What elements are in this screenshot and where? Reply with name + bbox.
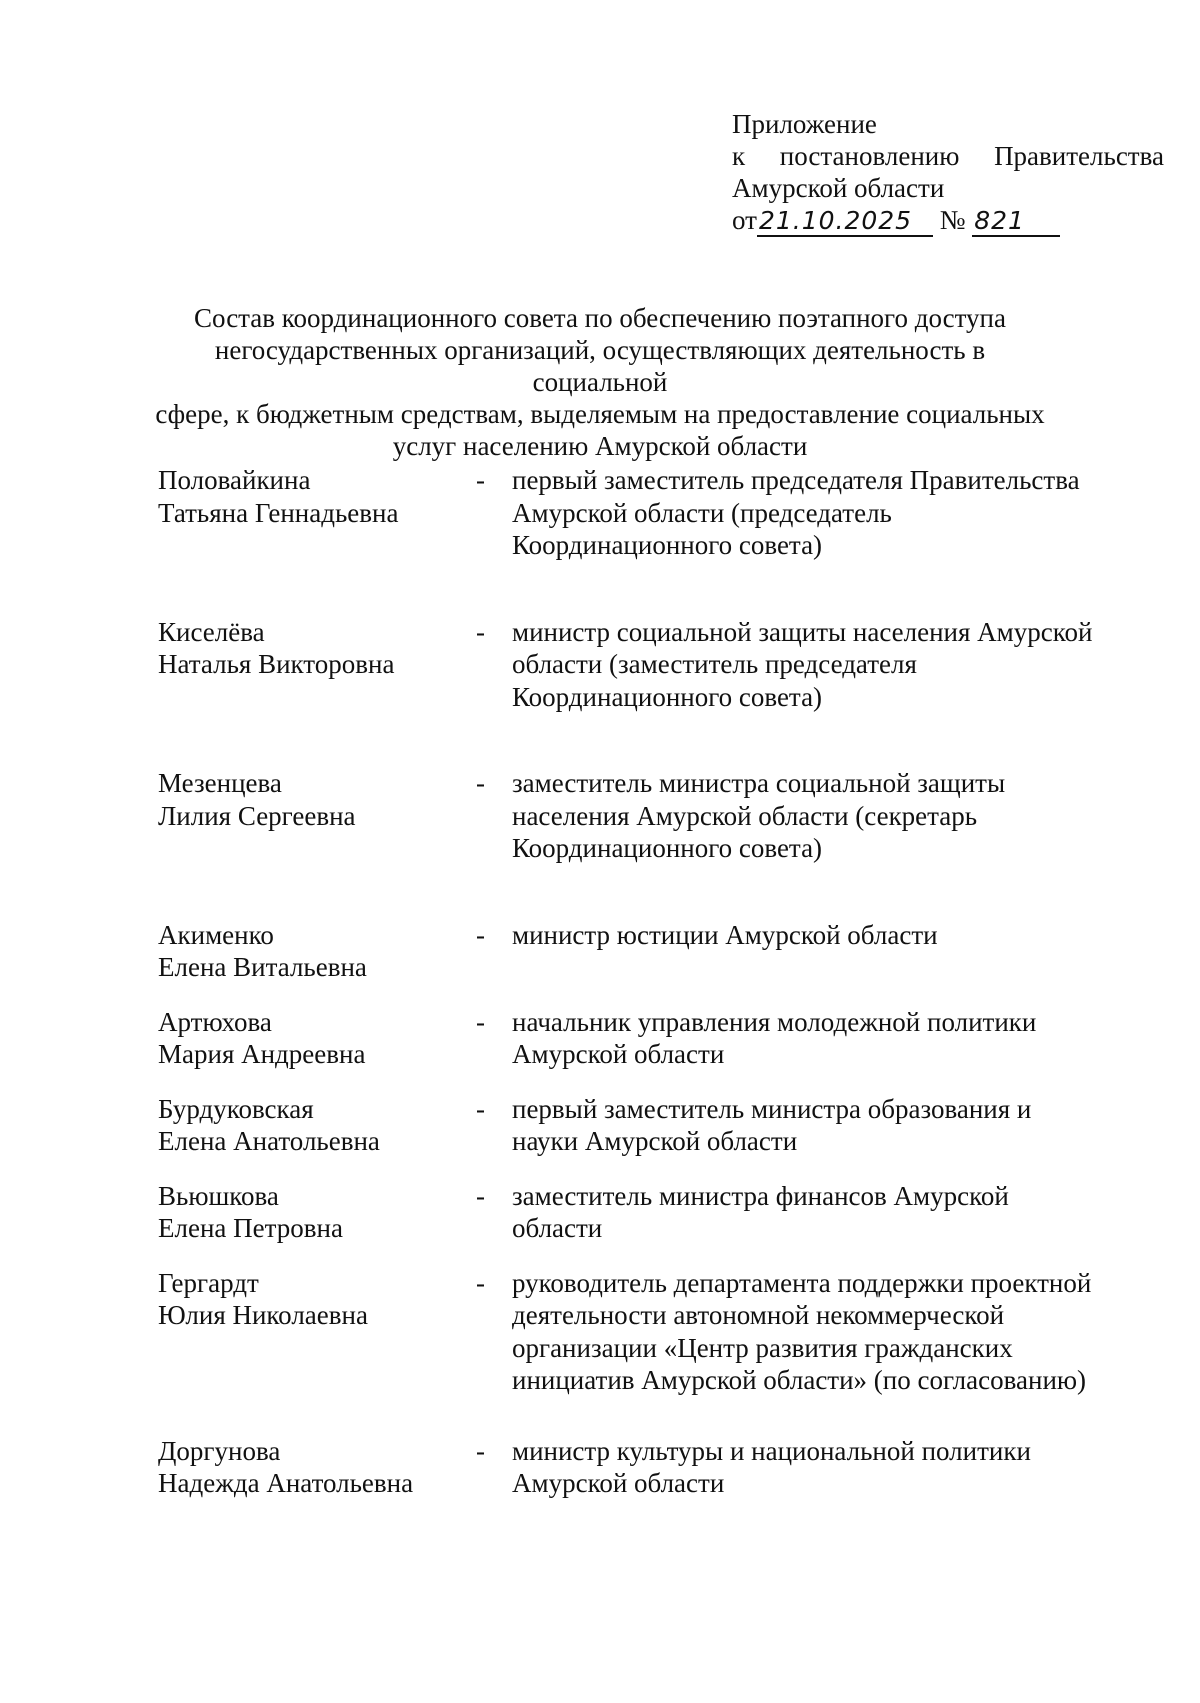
- member-role-line: организации «Центр развития гражданских: [512, 1332, 1013, 1363]
- member-surname: Половайкина: [158, 465, 311, 495]
- appendix-word-resolution: постановлению: [779, 141, 960, 171]
- member-dash: -: [476, 1180, 485, 1211]
- document-title: [150, 302, 1050, 462]
- title-line: услуг населению Амурской области: [392, 431, 808, 461]
- member-given-names: Татьяна Геннадьевна: [158, 497, 399, 528]
- member-role: [512, 1093, 1152, 1158]
- member-role-line: Амурской области (председатель: [512, 497, 892, 528]
- member-name: [158, 919, 476, 984]
- member-role: [512, 464, 1152, 562]
- appendix-word-to: к: [732, 141, 746, 171]
- member-role-line: области: [512, 1213, 603, 1243]
- member-role: [512, 1006, 1152, 1071]
- member-role: [512, 1435, 1152, 1500]
- number-label: №: [939, 205, 966, 235]
- member-role-line: министр социальной защиты населения Амурской: [512, 616, 1093, 647]
- member-entry: [158, 1180, 1158, 1245]
- title-line: сфере, к бюджетным средствам, выделяемым на предоставление социальных: [155, 399, 1045, 429]
- member-entry: [158, 464, 1158, 562]
- member-role-line: области (заместитель председателя: [512, 649, 917, 679]
- member-name: [158, 1435, 476, 1500]
- member-entry: [158, 1093, 1158, 1158]
- from-label: от: [732, 205, 757, 235]
- member-name: [158, 767, 476, 865]
- member-name: [158, 1267, 476, 1397]
- appendix-heading: Приложение: [732, 109, 877, 139]
- member-dash: -: [476, 1093, 485, 1124]
- member-given-names: Наталья Викторовна: [158, 649, 395, 679]
- member-role-line: первый заместитель председателя Правительства: [512, 465, 1080, 495]
- member-role-line: Координационного совета): [512, 681, 823, 712]
- appendix-region: Амурской области: [732, 173, 945, 203]
- member-surname: Вьюшкова: [158, 1180, 279, 1211]
- member-role: [512, 1267, 1152, 1397]
- member-role: [512, 1180, 1152, 1245]
- member-surname: Мезенцева: [158, 768, 282, 798]
- member-role-line: инициатив Амурской области» (по согласованию): [512, 1365, 1087, 1395]
- member-entry: [158, 616, 1158, 714]
- member-dash: -: [476, 919, 485, 950]
- handwritten-date: 21.10.2025: [757, 207, 933, 237]
- member-role-line: населения Амурской области (секретарь: [512, 800, 978, 831]
- title-line: негосударственных организаций, осуществляющих деятельность в социальной: [214, 335, 986, 397]
- member-dash: -: [476, 768, 485, 798]
- member-name: [158, 1180, 476, 1245]
- member-role-line: деятельности автономной некоммерческой: [512, 1300, 1005, 1330]
- member-surname: Бурдуковская: [158, 1093, 314, 1124]
- member-surname: Акименко: [158, 919, 274, 950]
- member-surname: Доргунова: [158, 1435, 281, 1466]
- member-given-names: Елена Витальевна: [158, 952, 367, 982]
- member-given-names: Елена Петровна: [158, 1213, 343, 1243]
- member-entry: [158, 1006, 1158, 1071]
- appendix-word-government: Правительства: [994, 141, 1164, 171]
- member-given-names: Мария Андреевна: [158, 1039, 366, 1069]
- member-name: [158, 464, 476, 562]
- member-role-line: Координационного совета): [512, 833, 823, 863]
- member-dash: -: [476, 1267, 485, 1298]
- member-entry: [158, 767, 1158, 865]
- member-role-line: министр культуры и национальной политики: [512, 1435, 1031, 1466]
- member-role-line: Амурской области: [512, 1468, 725, 1498]
- member-dash: -: [476, 1006, 485, 1037]
- member-entry: [158, 919, 1158, 984]
- member-entry: [158, 1435, 1158, 1500]
- member-role-line: заместитель министра финансов Амурской: [512, 1180, 1009, 1211]
- member-given-names: Лилия Сергеевна: [158, 800, 356, 831]
- member-role: [512, 919, 1152, 984]
- appendix-date-number-line: [732, 204, 1172, 237]
- member-name: [158, 1093, 476, 1158]
- member-surname: Киселёва: [158, 616, 265, 647]
- member-role: [512, 767, 1152, 865]
- members-list: [158, 464, 1158, 1500]
- member-given-names: Елена Анатольевна: [158, 1126, 380, 1156]
- member-dash: -: [476, 1435, 485, 1466]
- appendix-block: [732, 108, 1172, 237]
- member-role-line: Амурской области: [512, 1039, 725, 1069]
- member-given-names: Надежда Анатольевна: [158, 1468, 414, 1498]
- title-line: Состав координационного совета по обеспечению поэтапного доступа: [194, 303, 1006, 333]
- member-role-line: заместитель министра социальной защиты: [512, 768, 1006, 798]
- member-entry: [158, 1267, 1158, 1397]
- member-role: [512, 616, 1152, 714]
- member-dash: -: [476, 616, 485, 647]
- member-role-line: науки Амурской области: [512, 1126, 798, 1156]
- member-surname: Гергардт: [158, 1267, 259, 1298]
- member-dash: -: [476, 465, 485, 495]
- member-role-line: Координационного совета): [512, 530, 823, 560]
- member-role-line: министр юстиции Амурской области: [512, 919, 938, 950]
- appendix-resolution-line: [732, 140, 1164, 172]
- member-name: [158, 616, 476, 714]
- member-role-line: начальник управления молодежной политики: [512, 1006, 1037, 1037]
- member-role-line: первый заместитель министра образования и: [512, 1093, 1032, 1124]
- member-surname: Артюхова: [158, 1006, 272, 1037]
- handwritten-number: 821: [972, 207, 1060, 237]
- member-given-names: Юлия Николаевна: [158, 1300, 368, 1330]
- member-name: [158, 1006, 476, 1071]
- member-role-line: руководитель департамента поддержки проектной: [512, 1267, 1092, 1298]
